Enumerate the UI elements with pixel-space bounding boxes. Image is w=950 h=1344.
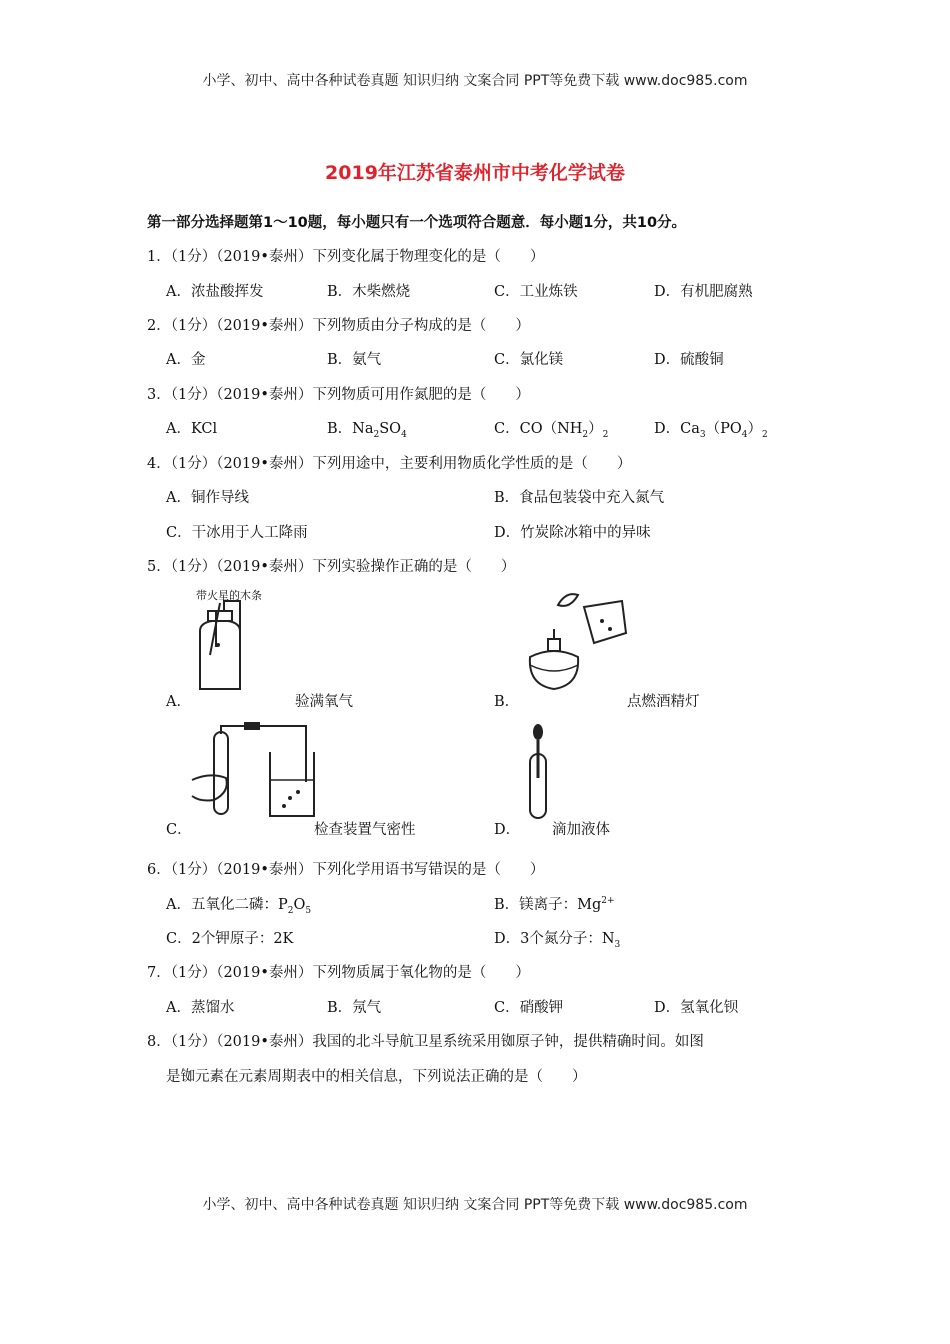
q1-option-b: B．木柴燃烧: [327, 284, 411, 300]
page-title: 2019年江苏省泰州市中考化学试卷: [325, 162, 625, 184]
q6-option-b: B．镁离子：$Mg^{2+}$: [494, 896, 615, 913]
q7-option-c: C．硝酸钾: [494, 1000, 564, 1016]
q5-caption-c: 检查装置气密性: [314, 822, 416, 838]
q4-option-b: B．食品包装袋中充入氮气: [494, 490, 665, 506]
q5-option-a: A．: [166, 694, 191, 710]
question-7-stem: 7．（1分）（2019•泰州）下列物质属于氧化物的是（ ）: [147, 965, 530, 981]
q1-option-a: A．浓盐酸挥发: [166, 284, 264, 300]
q5-option-c: C．: [166, 822, 192, 838]
q6-option-c: C．2个钾原子：2K: [166, 931, 294, 947]
q7-option-d: D．氢氧化钡: [654, 1000, 739, 1016]
question-3-stem: 3．（1分）（2019•泰州）下列物质可用作氮肥的是（ ）: [147, 387, 530, 403]
q1-option-c: C．工业炼铁: [494, 284, 578, 300]
q6-option-a: A．五氧化二磷：$P_2O_5$: [166, 897, 312, 916]
q2-option-d: D．硫酸铜: [654, 352, 724, 368]
figure-dropper: [518, 722, 558, 822]
q3-option-d: D．$Ca_3(PO_4)_2$: [654, 421, 768, 440]
q3-option-a: A．KCl: [166, 421, 218, 437]
page-header: 小学、初中、高中各种试卷真题 知识归纳 文案合同 PPT等免费下载 www.doc985.com: [202, 73, 748, 89]
question-8-stem: 8．（1分）（2019•泰州）我国的北斗导航卫星系统采用铷原子钟，提供精确时间。如图: [147, 1034, 704, 1050]
question-4-stem: 4．（1分）（2019•泰州）下列用途中，主要利用物质化学性质的是（ ）: [147, 456, 632, 472]
q7-option-a: A．蒸馏水: [166, 1000, 235, 1016]
q6-option-d: D．3个氮分子：$N_3$: [494, 931, 621, 950]
figure-label-glowing-stick: 带火星的木条: [196, 589, 262, 602]
q7-option-b: B．氖气: [327, 1000, 382, 1016]
section-heading: 第一部分选择题第1～10题，每小题只有一个选项符合题意．每小题1分，共10分。: [147, 215, 687, 231]
q3-option-b: B．$Na_2SO_4$: [327, 421, 407, 440]
question-6-stem: 6．（1分）（2019•泰州）下列化学用语书写错误的是（ ）: [147, 862, 545, 878]
q5-caption-b: 点燃酒精灯: [627, 694, 700, 710]
q2-option-c: C．氯化镁: [494, 352, 564, 368]
q4-option-a: A．铜作导线: [166, 490, 249, 506]
page-footer: 小学、初中、高中各种试卷真题 知识归纳 文案合同 PPT等免费下载 www.doc985.com: [202, 1197, 748, 1213]
question-2-stem: 2．（1分）（2019•泰州）下列物质由分子构成的是（ ）: [147, 318, 530, 334]
q5-option-d: D．: [494, 822, 521, 838]
q5-option-b: B．: [494, 694, 520, 710]
question-5-stem: 5．（1分）（2019•泰州）下列实验操作正确的是（ ）: [147, 559, 516, 575]
q2-option-b: B．氨气: [327, 352, 382, 368]
q2-option-a: A．金: [166, 352, 206, 368]
q5-caption-a: 验满氧气: [295, 694, 353, 710]
q4-option-d: D．竹炭除冰箱中的异味: [494, 525, 651, 541]
q5-caption-d: 滴加液体: [552, 822, 610, 838]
figure-alcohol-lamp: [518, 585, 628, 695]
figure-airtightness: [190, 722, 320, 822]
q3-option-c: C．$CO(NH_2)_2$: [494, 421, 609, 440]
alcohol-lamp-icon: [518, 585, 628, 695]
figure-oxygen-test: [188, 585, 278, 695]
question-1-stem: 1．（1分）（2019•泰州）下列变化属于物理变化的是（ ）: [147, 249, 545, 265]
test-tube-beaker-icon: [190, 722, 320, 822]
gas-bottle-icon: [188, 585, 278, 695]
q4-option-c: C．干冰用于人工降雨: [166, 525, 308, 541]
dropper-icon: [518, 722, 558, 822]
question-8-stem-cont: 是铷元素在元素周期表中的相关信息，下列说法正确的是（ ）: [166, 1069, 587, 1085]
q1-option-d: D．有机肥腐熟: [654, 284, 753, 300]
